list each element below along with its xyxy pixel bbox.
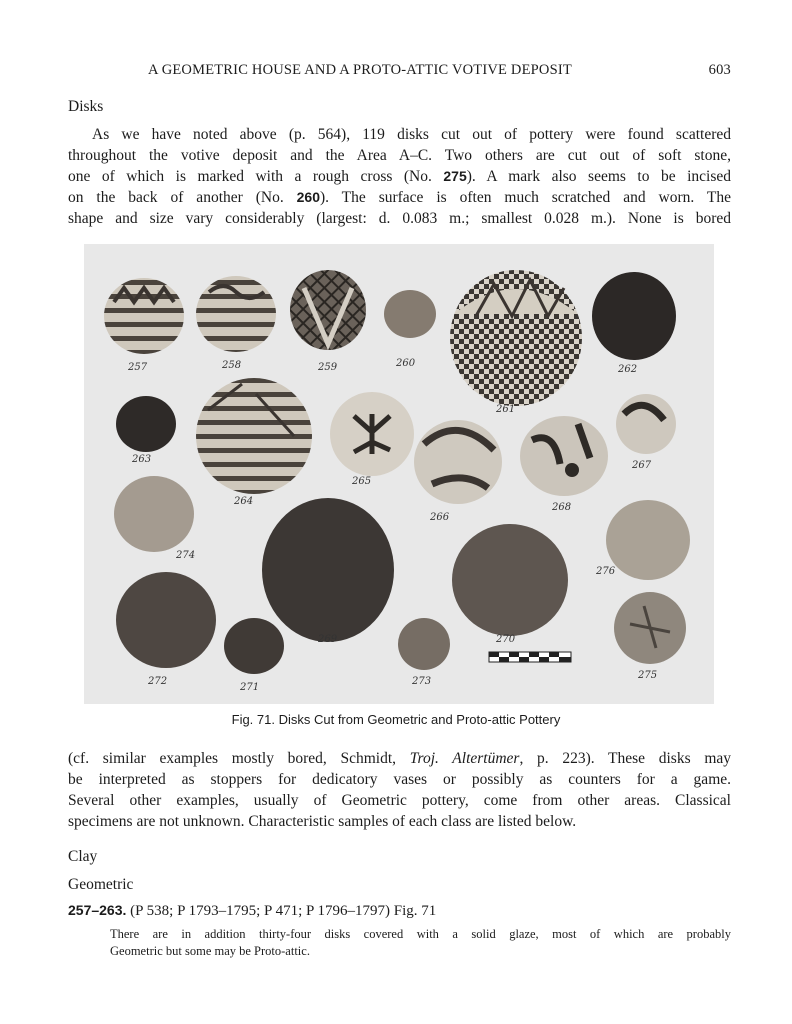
page-number: 603 (708, 62, 731, 78)
label-262: 262 (618, 364, 638, 375)
disk-275 (614, 592, 686, 664)
intro-line-4: on the back of another (No. 260). The surface is often much scratched and worn. The (68, 189, 731, 206)
running-head-title: A GEOMETRIC HOUSE AND A PROTO-ATTIC VOTIVE DEPOSIT (148, 62, 572, 78)
disk-264 (196, 378, 312, 494)
label-274: 274 (176, 550, 196, 561)
citation-title: Troj. Altertümer (409, 750, 520, 767)
section-heading-geometric: Geometric (68, 876, 134, 893)
disk-272 (116, 572, 216, 668)
continuation-line-3: Several other examples, usually of Geometric pottery, come from other areas. Classical (68, 792, 731, 809)
disk-258 (196, 276, 276, 352)
disk-263 (116, 396, 176, 452)
continuation-line-1: (cf. similar examples mostly bored, Schmidt, Troj. Altertümer, p. 223). These disks may (68, 750, 732, 767)
section-heading-clay: Clay (68, 848, 98, 865)
entry-note (110, 926, 731, 960)
intro-line-3: one of which is marked with a rough cross (No. 275). A mark also seems to be incised (68, 168, 732, 185)
disk-262 (592, 272, 676, 360)
intro-line-5: shape and size vary considerably (largest: d. 0.083 m.; smallest 0.028 m.). None is bored (68, 210, 731, 227)
intro-line-2: throughout the votive deposit and the Area A–C. Two others are cut out of soft stone, (68, 147, 731, 164)
disk-257 (104, 278, 184, 354)
catalog-number: 257–263. (68, 902, 127, 918)
disk-265 (330, 392, 414, 476)
disk-273 (398, 618, 450, 670)
label-261: 261 (496, 404, 516, 415)
continuation-line-4: specimens are not unknown. Characteristic samples of each class are listed below. (68, 813, 577, 830)
disk-266 (414, 420, 502, 504)
label-272: 272 (148, 676, 168, 687)
label-267: 267 (632, 460, 652, 471)
catalog-refs: (P 538; P 1793–1795; P 471; P 1796–1797) Fig. 71 (130, 903, 437, 919)
label-269: 269 (318, 634, 338, 645)
disk-269 (262, 498, 394, 642)
label-260: 260 (396, 358, 416, 369)
disk-271 (224, 618, 284, 674)
label-258: 258 (222, 360, 242, 371)
ref-260: 260 (296, 189, 320, 205)
disk-261 (450, 270, 582, 406)
disks-photograph (84, 244, 714, 704)
label-270: 270 (496, 634, 516, 645)
continuation-paragraph (68, 748, 731, 832)
label-271: 271 (240, 682, 260, 693)
figure-caption: Fig. 71. Disks Cut from Geometric and Proto-attic Pottery (231, 712, 561, 727)
label-268: 268 (552, 502, 572, 513)
label-266: 266 (430, 512, 450, 523)
disk-274 (114, 476, 194, 552)
ref-275: 275 (443, 168, 467, 184)
label-265: 265 (352, 476, 372, 487)
catalog-entry-257-263 (68, 902, 436, 920)
label-257: 257 (128, 362, 148, 373)
label-259: 259 (318, 362, 338, 373)
disk-276 (606, 500, 690, 580)
note-line-1: There are in addition thirty-four disks covered with a solid glaze, most of which are probably (110, 927, 731, 941)
scale-bar (489, 652, 571, 662)
label-275: 275 (638, 670, 658, 681)
disk-259 (290, 270, 366, 350)
figure-plate (84, 244, 714, 704)
continuation-line-2: be interpreted as stoppers for dedicatory vases or possibly as counters for a game. (68, 771, 731, 788)
disk-260 (384, 290, 436, 338)
section-heading-disks: Disks (68, 98, 104, 115)
note-line-2: Geometric but some may be Proto-attic. (110, 944, 310, 958)
intro-paragraph (68, 124, 731, 229)
label-273: 273 (412, 676, 432, 687)
disk-270 (452, 524, 568, 636)
label-263: 263 (132, 454, 152, 465)
label-276: 276 (596, 566, 616, 577)
running-head (68, 62, 731, 82)
disk-268 (520, 416, 608, 496)
label-264: 264 (234, 496, 254, 507)
intro-line-1: As we have noted above (p. 564), 119 disks cut out of pottery were found scattered (92, 126, 731, 143)
disk-267 (616, 394, 676, 454)
